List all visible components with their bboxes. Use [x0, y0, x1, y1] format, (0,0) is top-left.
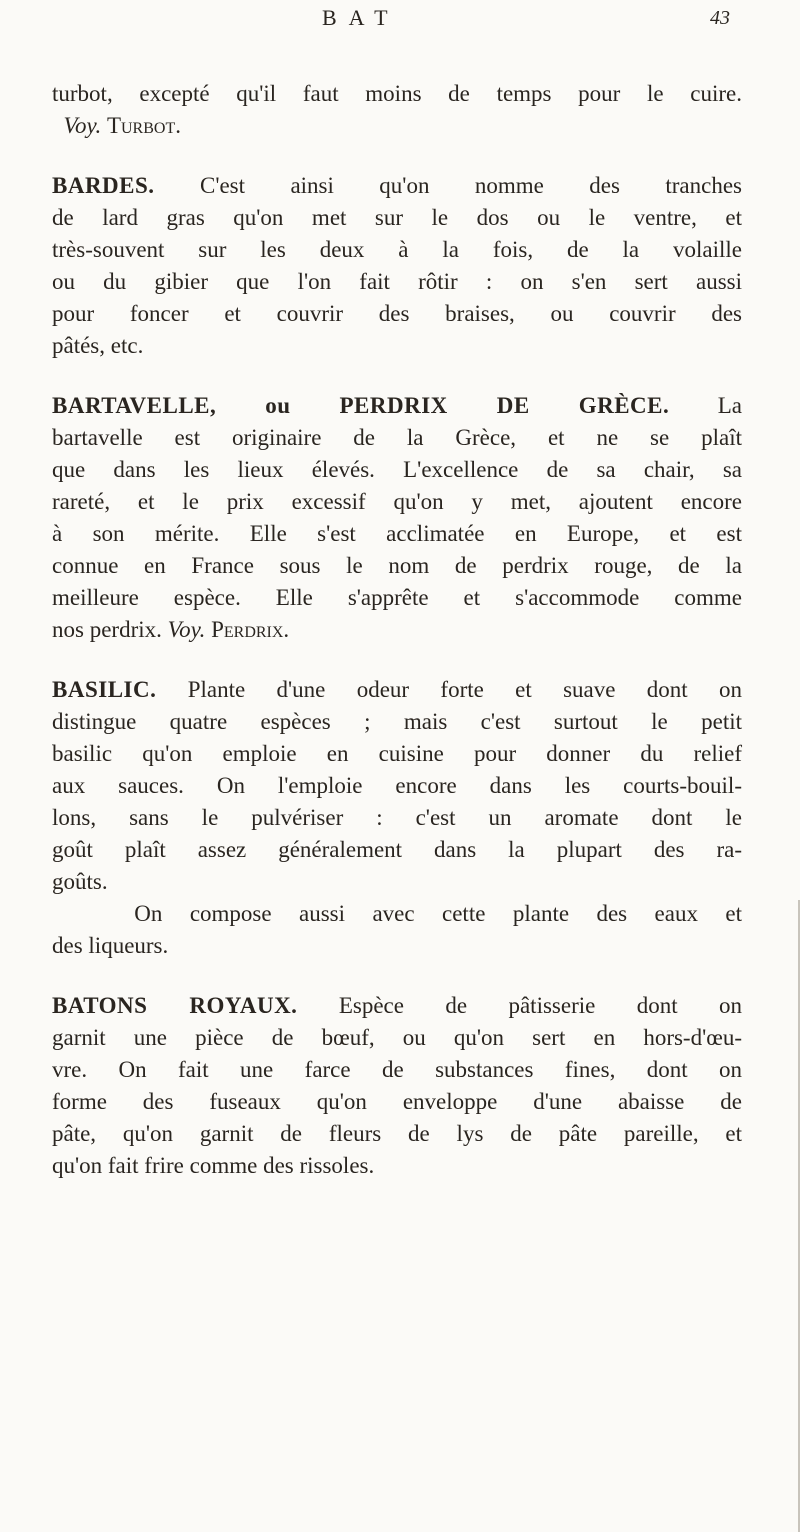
text-line: que dans les lieux élevés. L'excellence de sa chair, sa — [52, 457, 742, 482]
text-line: à son mérite. Elle s'est acclimatée en Europe, et est — [52, 521, 742, 546]
text-line — [52, 390, 742, 422]
text-line — [52, 614, 742, 646]
text-line: pâte, qu'on garnit de fleurs de lys de pâte pareille, et — [52, 1121, 742, 1146]
cross-ref-target: Perdrix. — [211, 617, 290, 642]
text-span: On compose aussi avec cette plante des eaux et — [134, 901, 742, 926]
cross-ref-target: Turbot. — [106, 113, 181, 138]
text-line: garnit une pièce de bœuf, ou qu'on sert en hors-d'œu- — [52, 1025, 742, 1050]
entry-batons-royaux — [52, 990, 742, 1182]
text-span: Espèce de pâtisserie dont on — [338, 993, 742, 1018]
text-line: de lard gras qu'on met sur le dos ou le ventre, et — [52, 205, 742, 230]
cross-ref-voy: Voy. — [167, 617, 206, 642]
page-body — [52, 78, 742, 1182]
text-line — [52, 674, 742, 706]
text-line: ou du gibier que l'on fait rôtir : on s'en sert aussi — [52, 269, 742, 294]
cross-ref-voy: Voy. — [63, 113, 102, 138]
text-line — [52, 898, 742, 930]
headword: BARTAVELLE, ou PERDRIX DE GRÈCE. — [52, 393, 670, 418]
entry-basilic — [52, 674, 742, 962]
headword: BASILIC. — [52, 677, 157, 702]
text-line: turbot, excepté qu'il faut moins de temps pour le cuire. — [52, 81, 742, 106]
text-line: meilleure espèce. Elle s'apprête et s'accommode comme — [52, 585, 742, 610]
entry-bardes — [52, 170, 742, 362]
text-line: goût plaît assez généralement dans la plupart des ra- — [52, 837, 742, 862]
text-line: des liqueurs. — [52, 933, 169, 958]
text-line — [52, 110, 742, 142]
text-line: aux sauces. On l'emploie encore dans les courts-bouil- — [52, 773, 742, 798]
text-span: La — [717, 393, 742, 418]
text-line: très-souvent sur les deux à la fois, de la volaille — [52, 237, 742, 262]
text-line: distingue quatre espèces ; mais c'est surtout le petit — [52, 709, 742, 734]
entry-turbot-continuation — [52, 78, 742, 142]
text-line: goûts. — [52, 869, 108, 894]
entry-bartavelle — [52, 390, 742, 646]
running-head-title: BAT — [322, 5, 400, 30]
text-line — [52, 990, 742, 1022]
text-line — [52, 170, 742, 202]
text-line: bartavelle est originaire de la Grèce, et ne se plaît — [52, 425, 742, 450]
text-line: lons, sans le pulvériser : c'est un aromate dont le — [52, 805, 742, 830]
text-line: basilic qu'on emploie en cuisine pour donner du relief — [52, 741, 742, 766]
text-line: rareté, et le prix excessif qu'on y met, ajoutent encore — [52, 489, 742, 514]
text-line: vre. On fait une farce de substances fines, dont on — [52, 1057, 742, 1082]
page-number: 43 — [710, 7, 730, 29]
text-span: C'est ainsi qu'on nomme des tranches — [199, 173, 742, 198]
text-line: forme des fuseaux qu'on enveloppe d'une abaisse de — [52, 1089, 742, 1114]
headword: BARDES. — [52, 173, 155, 198]
text-line: qu'on fait frire comme des rissoles. — [52, 1153, 375, 1178]
text-span: Plante d'une odeur forte et suave dont on — [187, 677, 743, 702]
headword: BATONS ROYAUX. — [52, 993, 298, 1018]
text-line: pâtés, etc. — [52, 333, 144, 358]
text-line: pour foncer et couvrir des braises, ou couvrir des — [52, 301, 742, 326]
text-line: connue en France sous le nom de perdrix rouge, de la — [52, 553, 742, 578]
text-span: nos perdrix. — [52, 617, 162, 642]
